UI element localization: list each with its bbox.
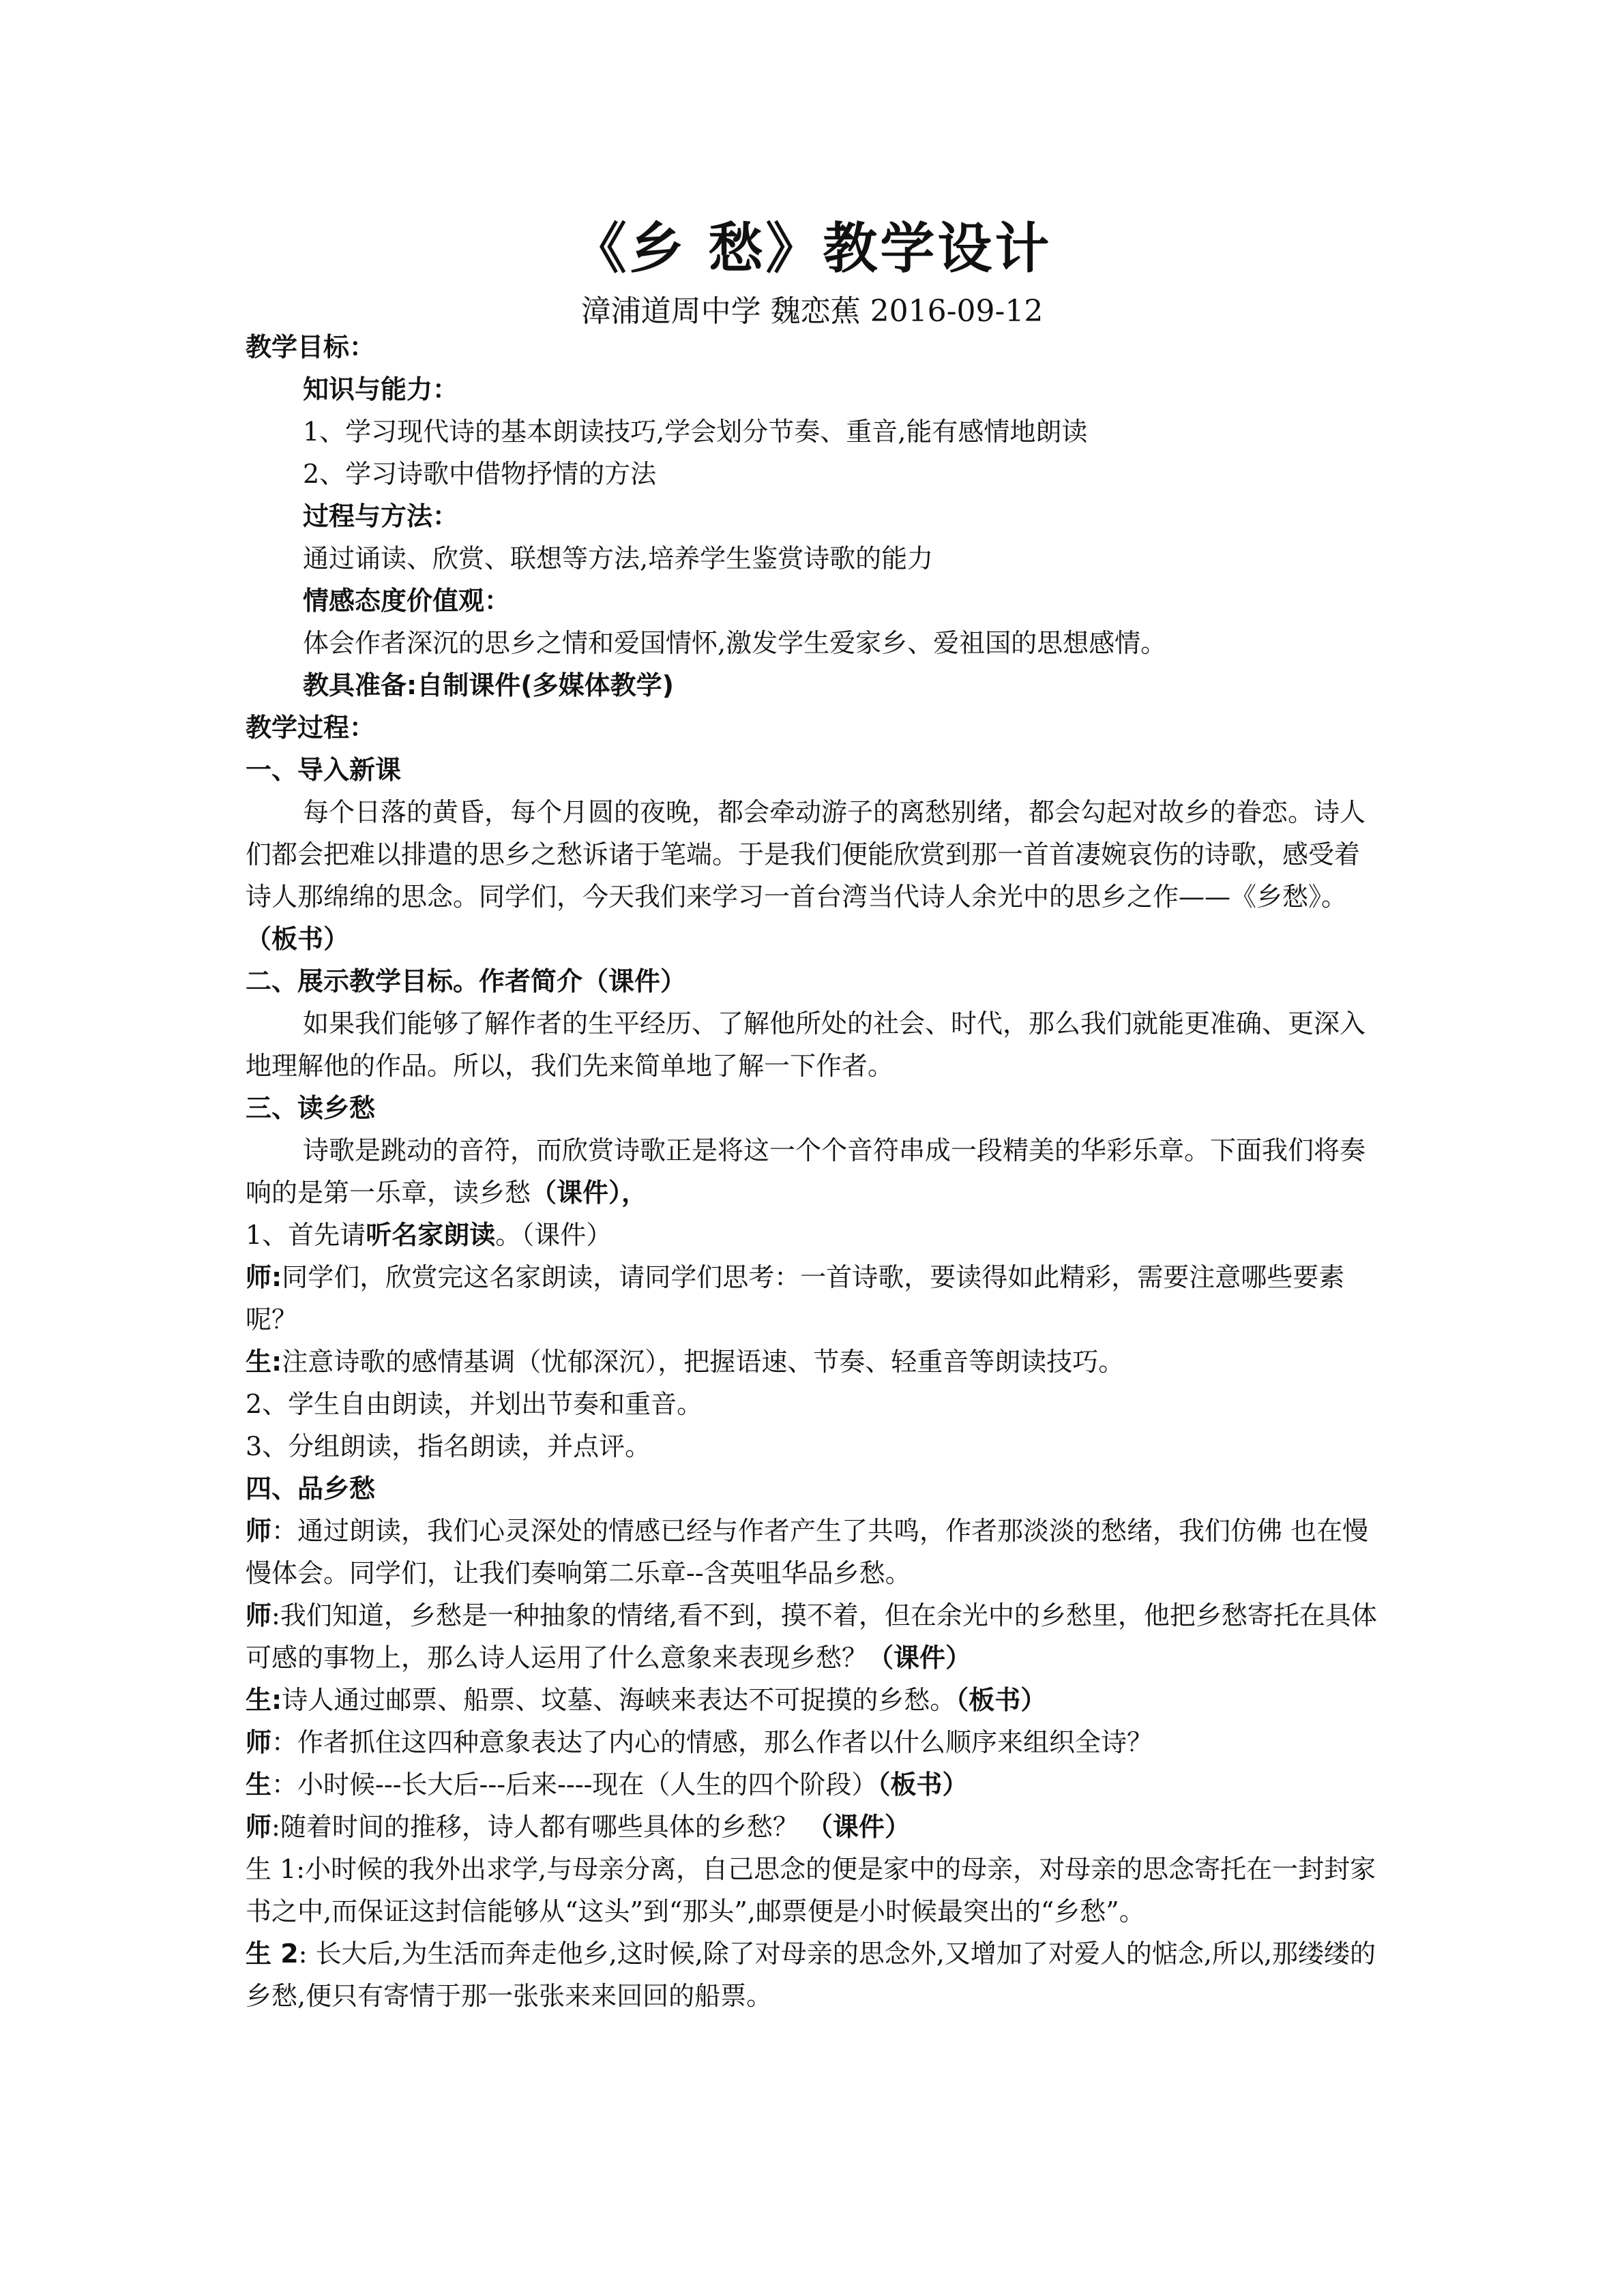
section-3-step-3: 3、分组朗读，指名朗读，并点评。 <box>246 1431 651 1461</box>
goals-heading: 教学目标： <box>246 332 376 362</box>
teacher-text: ：作者抓住这四种意象表达了内心的情感，那么作者以什么顺序来组织全诗？ <box>271 1727 1153 1757</box>
section-4-student-1 <box>246 1679 1378 1721</box>
courseware-mark: （课件） <box>806 1812 911 1842</box>
knowledge-item-2: 2、学习诗歌中借物抒情的方法 <box>303 459 657 489</box>
teacher-label: 师 <box>246 1516 272 1546</box>
student-label: 生: <box>246 1347 282 1377</box>
section-4-heading: 四、品乡愁 <box>246 1474 376 1504</box>
step-1-prefix: 1、首先请 <box>246 1220 366 1250</box>
section-1-paragraph <box>246 791 1378 960</box>
knowledge-heading: 知识与能力： <box>303 374 459 404</box>
section-4-student-2 <box>246 1763 1378 1806</box>
section-3-step-2: 2、学生自由朗读，并划出节奏和重音。 <box>246 1389 703 1419</box>
step-1-bold: 听名家朗读 <box>366 1220 496 1250</box>
document-title: 《乡 愁》教学设计 <box>572 217 1052 280</box>
section-4-teacher-1 <box>246 1510 1378 1594</box>
process-method-heading: 过程与方法： <box>303 501 459 531</box>
blackboard-mark: （板书） <box>877 1770 969 1800</box>
section-2-paragraph: 如果我们能够了解作者的生平经历、了解他所处的社会、时代，那么我们就能更准确、更深入地理解他的作品。所以，我们先来简单地了解一下作者。 <box>246 1009 1366 1081</box>
blackboard-mark: （板书） <box>246 924 350 954</box>
process-method-text: 通过诵读、欣赏、联想等方法,培养学生鉴赏诗歌的能力 <box>303 543 934 573</box>
teacher-label: 师 <box>246 1600 272 1630</box>
student-label: 生: <box>246 1685 282 1715</box>
student-text: 注意诗歌的感情基调（忧郁深沉），把握语速、节奏、轻重音等朗读技巧。 <box>282 1347 1125 1377</box>
document-subtitle: 漳浦道周中学 魏恋蕉 2016-09-12 <box>580 294 1044 329</box>
teacher-label: 师 <box>246 1812 272 1842</box>
section-1-text: 每个日落的黄昏，每个月圆的夜晚，都会牵动游子的离愁别绪，都会勾起对故乡的眷恋。诗人们都会把难以排遣的思乡之愁诉诸于笔端。于是我们便能欣赏到那一首首凄婉哀伤的诗歌，感受着诗人那绵绵的思念。同学们，今天我们来学习一首台湾当代诗人余光中的思乡之作——《乡愁》。 <box>246 797 1366 912</box>
emotion-text: 体会作者深沉的思乡之情和爱国情怀,激发学生爱家乡、爱祖国的思想感情。 <box>303 628 1167 658</box>
section-2-heading: 二、展示教学目标。作者简介（课件） <box>246 966 687 996</box>
section-4-student-3: 生 1:小时候的我外出求学,与母亲分离，自己思念的便是家中的母亲，对母亲的思念寄托在一封封家书之中,而保证这封信能够从“这头”到“那头”,邮票便是小时候最突出的“乡愁”。 <box>246 1854 1376 1926</box>
teacher-label: 师 <box>246 1727 272 1757</box>
section-4-student-4 <box>246 1933 1378 2017</box>
student-text: : 长大后,为生活而奔走他乡,这时候,除了对母亲的思念外,又增加了对爱人的惦念,所以,那缕缕的乡愁,便只有寄情于那一张张来来回回的船票。 <box>246 1939 1376 2011</box>
section-4-teacher-3 <box>246 1721 1378 1763</box>
student-label: 生 2 <box>246 1939 299 1969</box>
teacher-text: 同学们，欣赏完这名家朗读，请同学们思考：一首诗歌，要读得如此精彩，需要注意哪些要素呢？ <box>246 1262 1345 1335</box>
section-1-heading: 一、导入新课 <box>246 755 402 785</box>
teacher-text: :随着时间的推移，诗人都有哪些具体的乡愁？ <box>271 1812 807 1842</box>
section-3-text: 诗歌是跳动的音符，而欣赏诗歌正是将这一个个音符串成一段精美的华彩乐章。下面我们将奏响的是第一乐章，读乡愁 <box>246 1135 1366 1208</box>
teacher-label: 师: <box>246 1262 282 1292</box>
emotion-heading: 情感态度价值观： <box>303 586 511 616</box>
student-text: ：小时候---长大后---后来----现在（人生的四个阶段） <box>271 1770 878 1800</box>
teacher-text: ：通过朗读，我们心灵深处的情感已经与作者产生了共鸣，作者那淡淡的愁绪，我们仿佛 也在慢慢体会。同学们，让我们奏响第二乐章--含英咀华品乡愁。 <box>246 1516 1369 1588</box>
process-heading: 教学过程： <box>246 713 376 743</box>
teacher-text: :我们知道，乡愁是一种抽象的情绪,看不到，摸不着，但在余光中的乡愁里，他把乡愁寄托在具体可感的事物上，那么诗人运用了什么意象来表现乡愁？ <box>246 1600 1377 1673</box>
section-3-step-1 <box>246 1214 1378 1256</box>
section-4-teacher-2 <box>246 1594 1378 1679</box>
document-body <box>246 326 1378 2017</box>
student-text: 诗人通过邮票、船票、坟墓、海峡来表达不可捉摸的乡愁。 <box>282 1685 956 1715</box>
section-3-student-1 <box>246 1341 1378 1383</box>
courseware-mark: （课件） <box>868 1643 972 1673</box>
knowledge-item-1: 1、学习现代诗的基本朗读技巧,学会划分节奏、重音,能有感情地朗读 <box>303 417 1088 447</box>
section-3-paragraph <box>246 1129 1378 1214</box>
section-3-teacher-1 <box>246 1256 1378 1341</box>
blackboard-mark: （板书） <box>956 1685 1047 1715</box>
tools-line: 教具准备:自制课件(多媒体教学) <box>303 670 674 700</box>
step-1-suffix: 。（课件） <box>495 1220 612 1250</box>
courseware-mark: （课件）， <box>531 1178 648 1208</box>
section-3-heading: 三、读乡愁 <box>246 1093 376 1123</box>
student-label: 生 <box>246 1770 272 1800</box>
section-4-teacher-4 <box>246 1806 1378 1848</box>
